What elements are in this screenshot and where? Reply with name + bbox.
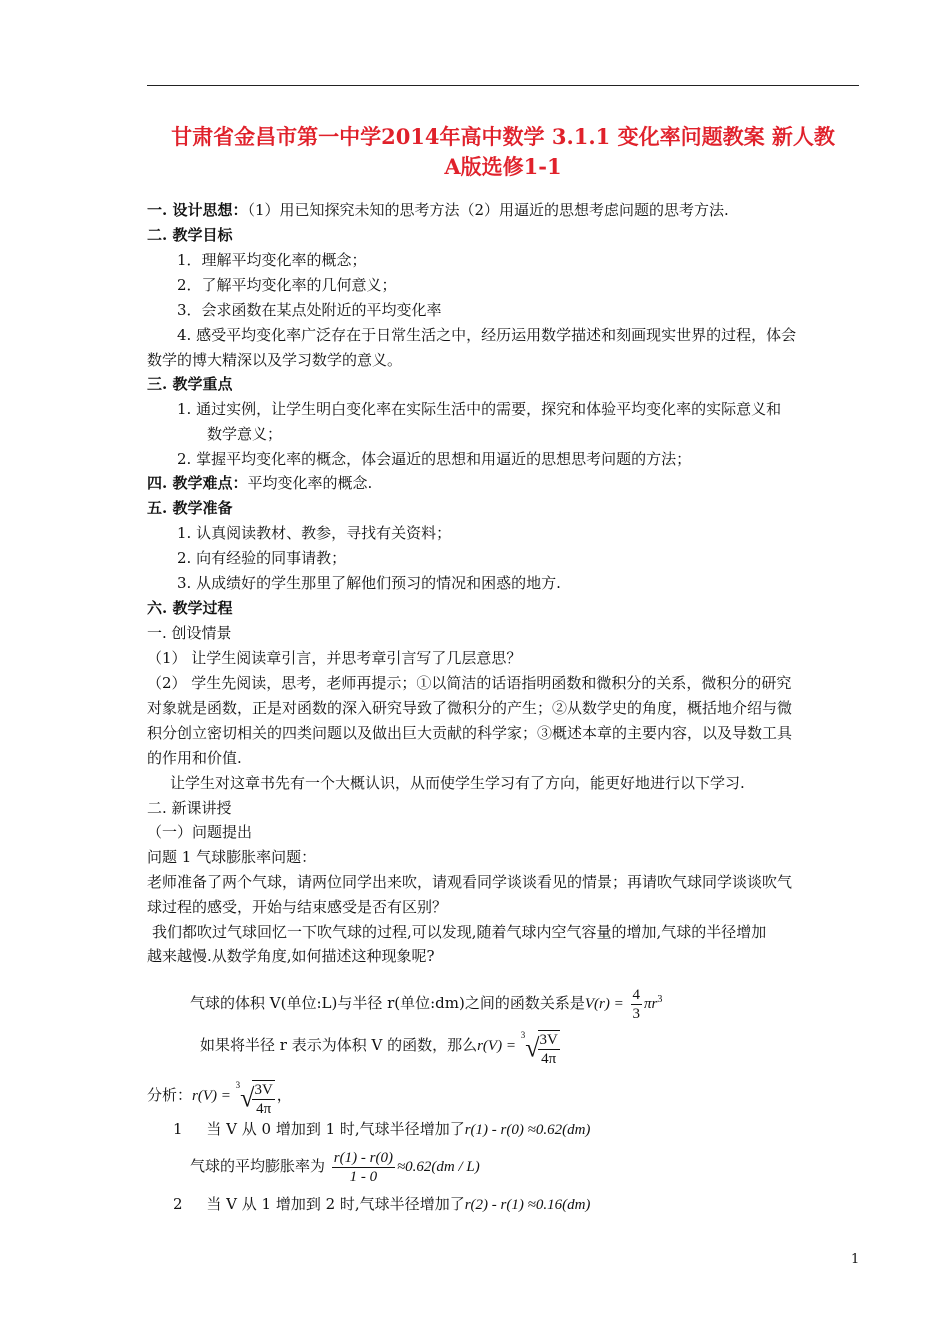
rate-1-text: 气球的平均膨胀率为 [190, 1157, 326, 1175]
section1-text: （1）用已知探究未知的思考方法（2）用逼近的思想考虑问题的思考方法. [247, 201, 729, 219]
root-index: 3 [520, 1030, 526, 1040]
analysis-root-denominator: 4π [256, 1100, 272, 1117]
analysis-label: 分析： [147, 1085, 193, 1104]
section2-heading: 二. 教学目标 [147, 226, 233, 244]
goal-item-continued: 数学的博大精深以及学习数学的意义。 [147, 351, 403, 369]
volume-tail: πr [644, 996, 658, 1012]
analysis-comma: ， [276, 1085, 292, 1104]
volume-denominator: 3 [632, 1005, 640, 1022]
section1 [147, 200, 729, 220]
section4 [147, 473, 372, 493]
question-1-title: 问题 1 气球膨胀率问题： [147, 848, 317, 866]
prep-item: 3. 从成绩好的学生那里了解他们预习的情况和困惑的地方. [177, 574, 561, 592]
rate-1-tail: ≈0.62(dm / L) [396, 1159, 480, 1175]
prep-item: 2. 向有经验的同事请教； [177, 549, 347, 567]
step-1-number: 1 [173, 1120, 183, 1138]
volume-formula-text: 气球的体积 V(单位:L)与半径 r(单位:dm)之间的函数关系是 [190, 994, 585, 1012]
volume-formula [190, 980, 662, 1024]
paragraph-2-line: 积分创立密切相关的四类问题以及做出巨大贡献的科学家；③概述本章的主要内容，以及导数工具 [147, 724, 793, 742]
analysis-root-fraction [252, 1080, 274, 1118]
question-1-more-line: 我们都吹过气球回忆一下吹气球的过程,可以发现,随着气球内空气容量的增加,气球的半径增加 [152, 923, 767, 941]
paragraph-2-line: （2） 学生先阅读，思考，老师再提示；①以简洁的话语指明函数和微积分的关系，微积分的研究 [147, 674, 792, 692]
step-1-expression: r(1) - r(0) ≈0.62(dm) [464, 1122, 591, 1138]
question-1-line: 球过程的感受，开始与结束感受是否有区别？ [147, 898, 448, 916]
step-2-text: 当 V 从 1 增加到 2 时,气球半径增加了 [206, 1195, 465, 1213]
prep-item: 1. 认真阅读教材、教参，寻找有关资料； [177, 524, 452, 542]
volume-fraction [631, 986, 643, 1023]
goal-item: 4. 感受平均变化率广泛存在于日常生活之中，经历运用数学描述和刻画现实世界的过程，体会 [177, 326, 797, 344]
paragraph-3: 让学生对这章书先有一个大概认识，从而使学生学习有了方向，能更好地进行以下学习. [170, 774, 745, 792]
step-2 [173, 1194, 590, 1215]
analysis-root-index: 3 [235, 1080, 241, 1090]
section4-heading: 四. 教学难点： [147, 474, 248, 492]
section4-text: 平均变化率的概念. [247, 474, 373, 492]
subheading-new-lesson: 二. 新课讲授 [147, 799, 232, 817]
focus-item: 2. 掌握平均变化率的概念，体会逼近的思想和用逼近的思想思考问题的方法； [177, 450, 692, 468]
volume-lhs: V(r) = [584, 996, 624, 1012]
volume-numerator: 4 [632, 986, 640, 1003]
section1-heading: 一. 设计思想： [147, 201, 248, 219]
volume-exponent: 3 [657, 994, 663, 1005]
document-title-line2: A版选修1-1 [444, 154, 562, 179]
root-denominator: 4π [541, 1050, 557, 1067]
analysis-formula [147, 1073, 292, 1119]
cube-root: $^3$√ $\frac{3V}{4\pi}$ [520, 1030, 558, 1067]
goal-item: 3．会求函数在某点处附近的平均变化率 [177, 301, 442, 319]
goal-item: 1．理解平均变化率的概念； [177, 251, 367, 269]
radius-formula-text: 如果将半径 r 表示为体积 V 的函数，那么 [200, 1035, 478, 1054]
paragraph-2-line: 对象就是函数，正是对函数的深入研究导致了微积分的产生；②从数学史的角度，概括地介绍与微 [147, 699, 793, 717]
step-1 [173, 1119, 590, 1140]
step-2-expression: r(2) - r(1) ≈0.16(dm) [464, 1197, 591, 1213]
analysis-lhs: r(V) = [192, 1087, 231, 1104]
radius-lhs: r(V) = [477, 1037, 516, 1054]
analysis-root-numerator: 3V [254, 1081, 273, 1098]
header-rule [147, 85, 859, 86]
rate-1-numerator: r(1) - r(0) [333, 1149, 393, 1166]
section3-heading: 三. 教学重点 [147, 375, 233, 393]
rate-1-denominator: 1 - 0 [349, 1168, 378, 1185]
subheading-scenario: 一. 创设情景 [147, 624, 232, 642]
section6-heading: 六. 教学过程 [147, 599, 233, 617]
rate-1 [190, 1146, 480, 1187]
root-numerator: 3V [539, 1031, 558, 1048]
rate-1-fraction [332, 1149, 395, 1186]
step-2-number: 2 [173, 1195, 183, 1213]
analysis-cube-root: $^3$√ $\frac{3V}{4\pi}$ [235, 1080, 273, 1117]
question-1-more-line: 越来越慢.从数学角度,如何描述这种现象呢? [147, 947, 435, 965]
goal-item: 2．了解平均变化率的几何意义； [177, 276, 397, 294]
section5-heading: 五. 教学准备 [147, 499, 233, 517]
focus-item: 1. 通过实例，让学生明白变化率在实际生活中的需要，探究和体验平均变化率的实际意义和 [177, 400, 782, 418]
focus-item-continued: 数学意义； [207, 425, 283, 443]
page-number: 1 [851, 1252, 860, 1267]
radius-formula [200, 1023, 562, 1069]
question-1-line: 老师准备了两个气球，请两位同学出来吹，请观看同学谈谈看见的情景；再请吹气球同学谈谈吹气 [147, 873, 793, 891]
step-1-text: 当 V 从 0 增加到 1 时,气球半径增加了 [206, 1120, 465, 1138]
paragraph-1: （1） 让学生阅读章引言，并思考章引言写了几层意思？ [147, 649, 522, 667]
root-fraction [538, 1030, 560, 1068]
subheading-question: （一）问题提出 [147, 823, 253, 841]
paragraph-2-line: 的作用和价值. [147, 749, 242, 767]
document-title-line1: 甘肃省金昌市第一中学2014年高中数学 3.1.1 变化率问题教案 新人教 [171, 124, 835, 149]
